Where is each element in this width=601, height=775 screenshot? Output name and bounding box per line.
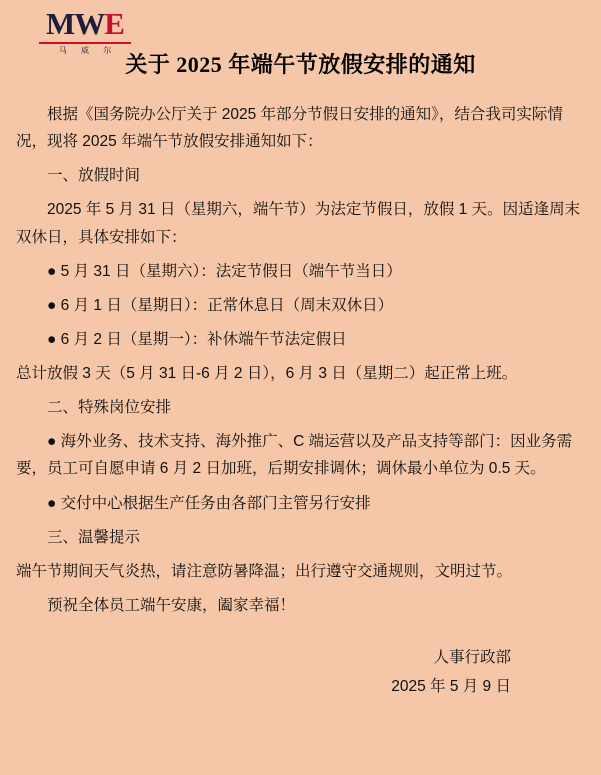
section-3-heading: 三、温馨提示: [47, 528, 141, 546]
page-title: 关于 2025 年端午节放假安排的通知: [125, 52, 476, 77]
list-item: ● 交付中心根据生产任务由各部门主管另行安排: [47, 494, 371, 512]
logo-subtitle: 马 威 尔: [58, 46, 118, 55]
logo-wordmark-accent: E: [104, 6, 124, 41]
section-1-body: 2025 年 5 月 31 日（星期六，端午节）为法定节假日，放假 1 天。因适逢周末双休日，具体安排如下：: [16, 201, 581, 246]
section-2-heading: 二、特殊岗位安排: [47, 399, 172, 417]
logo-wordmark: [46, 8, 124, 39]
list-item: ● 5 月 31 日（星期六）：法定节假日（端午节当日）: [47, 262, 402, 280]
signature-department: 人事行政部: [433, 649, 511, 666]
section-3-body-1: 端午节期间天气炎热，请注意防暑降温；出行遵守交通规则，文明过节。: [16, 562, 513, 580]
list-item: ● 6 月 2 日（星期一）：补休端午节法定假日: [47, 330, 347, 348]
company-logo: [30, 8, 140, 55]
list-item: ● 6 月 1 日（星期日）：正常休息日（周末双休日）: [47, 296, 394, 314]
section-1-heading: 一、放假时间: [47, 167, 141, 185]
total-days-text: 总计放假 3 天（5 月 31 日-6 月 2 日），6 月 3 日（星期二）起正常上班。: [16, 365, 518, 382]
paragraph-intro: 根据《国务院办公厅关于 2025 年部分节假日安排的通知》，结合我司实际情况，现将 2025 年端午节放假安排通知如下：: [16, 106, 563, 151]
logo-underline: [39, 42, 131, 44]
logo-wordmark-main: MW: [46, 6, 105, 41]
section-3-body-2: 预祝全体员工端午安康，阖家幸福！: [47, 596, 296, 614]
signature-block: [16, 643, 585, 702]
list-item: ● 海外业务、技术支持、海外推广、C 端运营以及产品支持等部门：因业务需要，员工可自愿申请 6 月 2 日加班，后期安排调休；调休最小单位为 0.5 天。: [16, 433, 573, 478]
document-body: [16, 101, 585, 619]
signature-date: 2025 年 5 月 9 日: [391, 678, 511, 696]
